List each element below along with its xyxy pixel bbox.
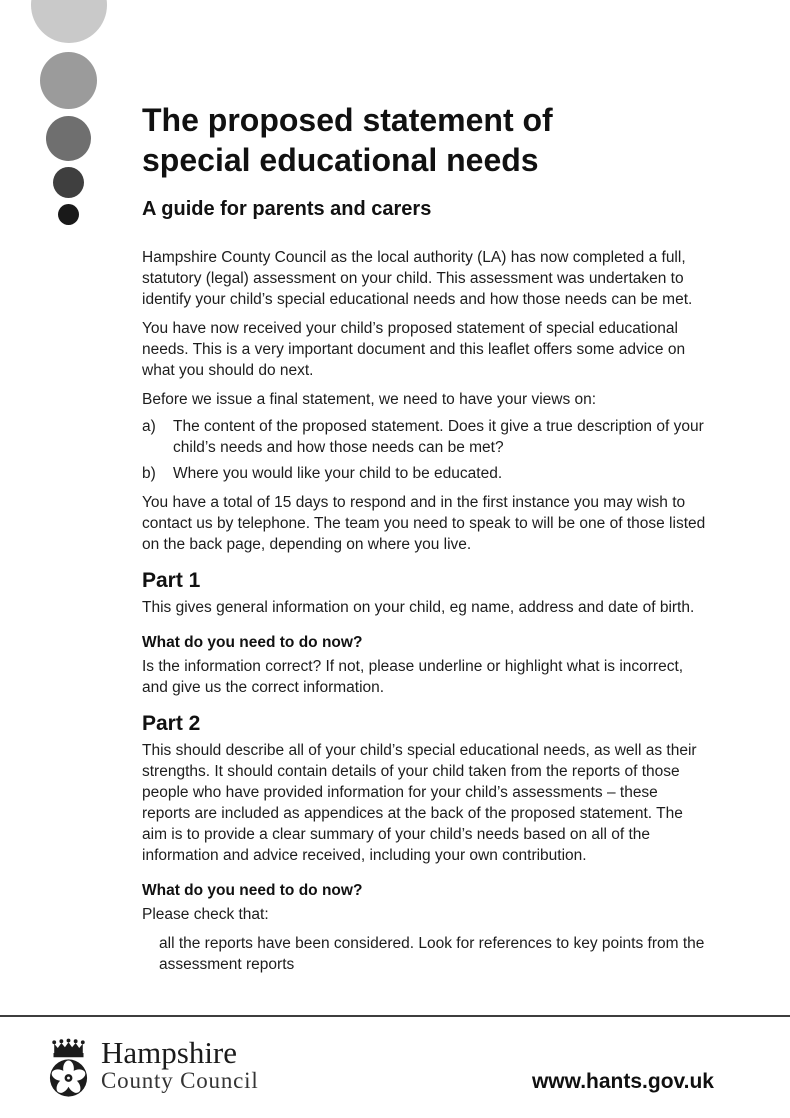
logo-text [101, 1035, 259, 1094]
org-name: Hampshire [101, 1035, 238, 1070]
part2-question-heading: What do you need to do now? [142, 882, 363, 899]
page-title-line-2: special educational needs [142, 142, 539, 178]
part2-heading: Part 2 [142, 712, 201, 735]
deco-circle-1 [31, 0, 107, 43]
page-footer [0, 1015, 790, 1118]
list-item-a-label: a) [142, 418, 156, 435]
hampshire-county-council-logo [47, 1035, 259, 1098]
list-item-b-text: Where you would like your child to be educated. [173, 465, 503, 482]
page-title-line-1: The proposed statement of [142, 102, 553, 138]
part2-check-intro: Please check that: [142, 906, 269, 923]
list-item-a [142, 416, 710, 458]
document-content [142, 0, 710, 975]
intro-paragraph-3: Before we issue a final statement, we need to have your views on: [142, 391, 597, 408]
deco-circle-5 [58, 204, 79, 225]
deco-circle-4 [53, 167, 84, 198]
list-item-a-text: The content of the proposed statement. Does it give a true description of your child’s needs and how those needs can be met? [173, 418, 704, 456]
part1-body: This gives general information on your child, eg name, address and date of birth. [142, 599, 695, 616]
decorative-circles [0, 0, 130, 240]
part2-body: This should describe all of your child’s special educational needs, as well as their strengths. It should contain details of your child taken from the reports of those people who have provided information for your child’s assessments – these reports are included as appendices at the back of the proposed statement. The aim is to provide a clear summary of your child’s needs based on all of the information and advice received, including your own contribution. [142, 742, 697, 864]
deco-circle-2 [40, 52, 97, 109]
page-title [142, 100, 710, 180]
org-subname: County Council [101, 1068, 259, 1093]
part2-check-item: all the reports have been considered. Look for references to key points from the assessment reports [159, 935, 705, 973]
hampshire-crest-icon [47, 1038, 90, 1098]
page-subtitle: A guide for parents and carers [142, 198, 432, 220]
intro-paragraph-2: You have now received your child’s proposed statement of special educational needs. This is a very important document and this leaflet offers some advice on what you should do next. [142, 320, 686, 379]
website-url: www.hants.gov.uk [531, 1070, 714, 1093]
list-item-b-label: b) [142, 465, 156, 482]
part1-question-heading: What do you need to do now? [142, 634, 363, 651]
part1-heading: Part 1 [142, 569, 201, 592]
part1-answer: Is the information correct? If not, please underline or highlight what is incorrect, and give us the correct information. [142, 658, 684, 696]
list-item-b [142, 463, 710, 484]
intro-paragraph-1: Hampshire County Council as the local authority (LA) has now completed a full, statutory (legal) assessment on your child. This assessment was undertaken to identify your child’s special educational needs and how those needs can be met. [142, 249, 693, 308]
intro-paragraph-4: You have a total of 15 days to respond and in the first instance you may wish to contact us by telephone. The team you need to speak to will be one of those listed on the back page, depending on where you live. [142, 494, 706, 553]
views-list [142, 416, 710, 484]
footer-inner [0, 1017, 790, 1098]
deco-circle-3 [46, 116, 91, 161]
